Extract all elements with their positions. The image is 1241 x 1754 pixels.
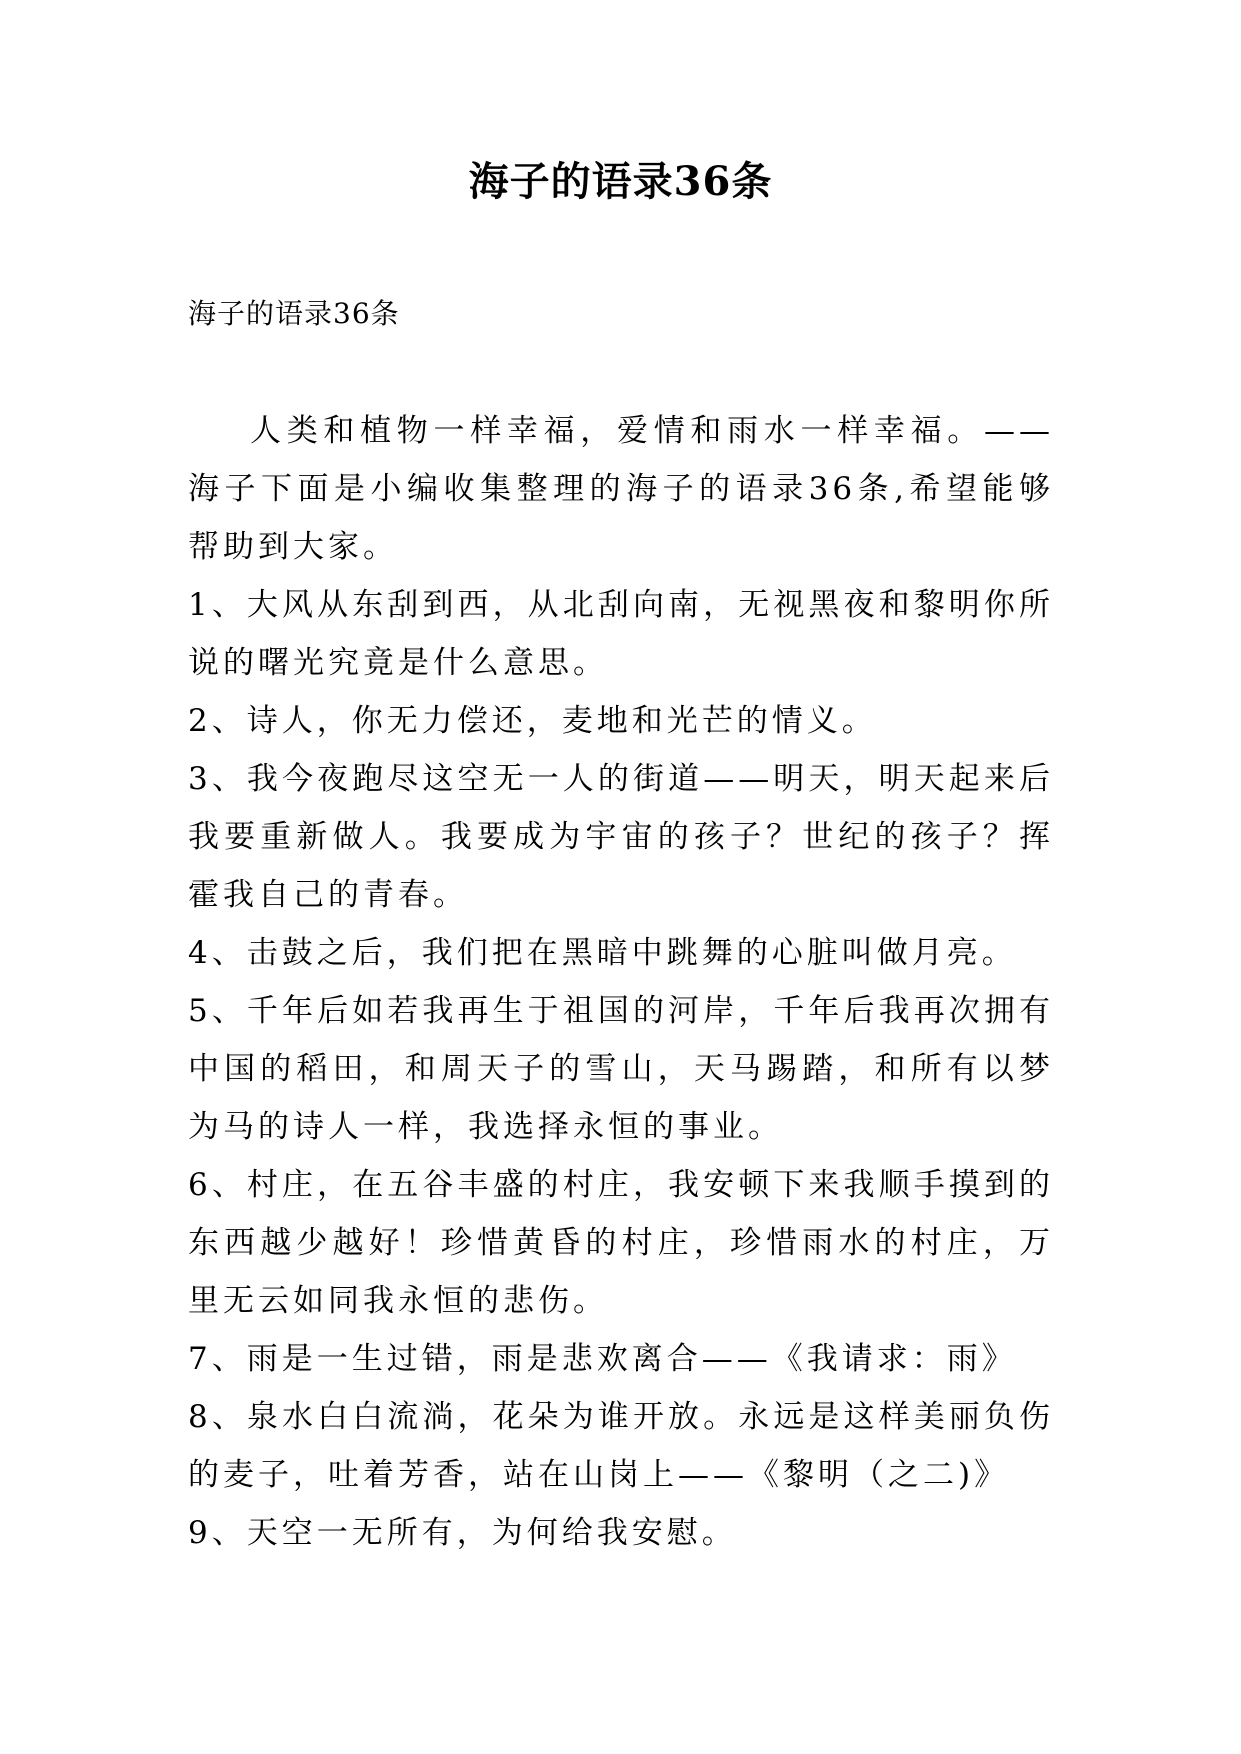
quote-item: 4、击鼓之后，我们把在黑暗中跳舞的心脏叫做月亮。 bbox=[188, 935, 1017, 971]
document-title: 海子的语录36条 bbox=[468, 158, 773, 205]
quote-item: 2、诗人，你无力偿还，麦地和光芒的情义。 bbox=[188, 703, 877, 739]
document-subtitle: 海子的语录36条 bbox=[188, 297, 400, 330]
quote-item: 8、泉水白白流淌，花朵为谁开放。永远是这样美丽负伤的麦子，吐着芳香，站在山岗上——《黎明（之二)》 bbox=[188, 1399, 1054, 1493]
quote-item: 3、我今夜跑尽这空无一人的街道——明天，明天起来后我要重新做人。我要成为宇宙的孩子？世纪的孩子？挥霍我自己的青春。 bbox=[188, 761, 1054, 913]
quote-item: 1、大风从东刮到西，从北刮向南，无视黑夜和黎明你所说的曙光究竟是什么意思。 bbox=[188, 587, 1054, 681]
quote-item: 9、天空一无所有，为何给我安慰。 bbox=[188, 1515, 737, 1551]
quote-item: 6、村庄，在五谷丰盛的村庄，我安顿下来我顺手摸到的东西越少越好！珍惜黄昏的村庄，珍惜雨水的村庄，万里无云如同我永恒的悲伤。 bbox=[188, 1167, 1054, 1319]
intro-paragraph: 人类和植物一样幸福，爱情和雨水一样幸福。——海子下面是小编收集整理的海子的语录36条,希望能够帮助到大家。 bbox=[188, 413, 1054, 565]
document-body bbox=[188, 402, 1054, 1562]
quote-item: 7、雨是一生过错，雨是悲欢离合——《我请求：雨》 bbox=[188, 1341, 1017, 1377]
quote-item: 5、千年后如若我再生于祖国的河岸，千年后我再次拥有中国的稻田，和周天子的雪山，天马踢踏，和所有以梦为马的诗人一样，我选择永恒的事业。 bbox=[188, 993, 1054, 1145]
